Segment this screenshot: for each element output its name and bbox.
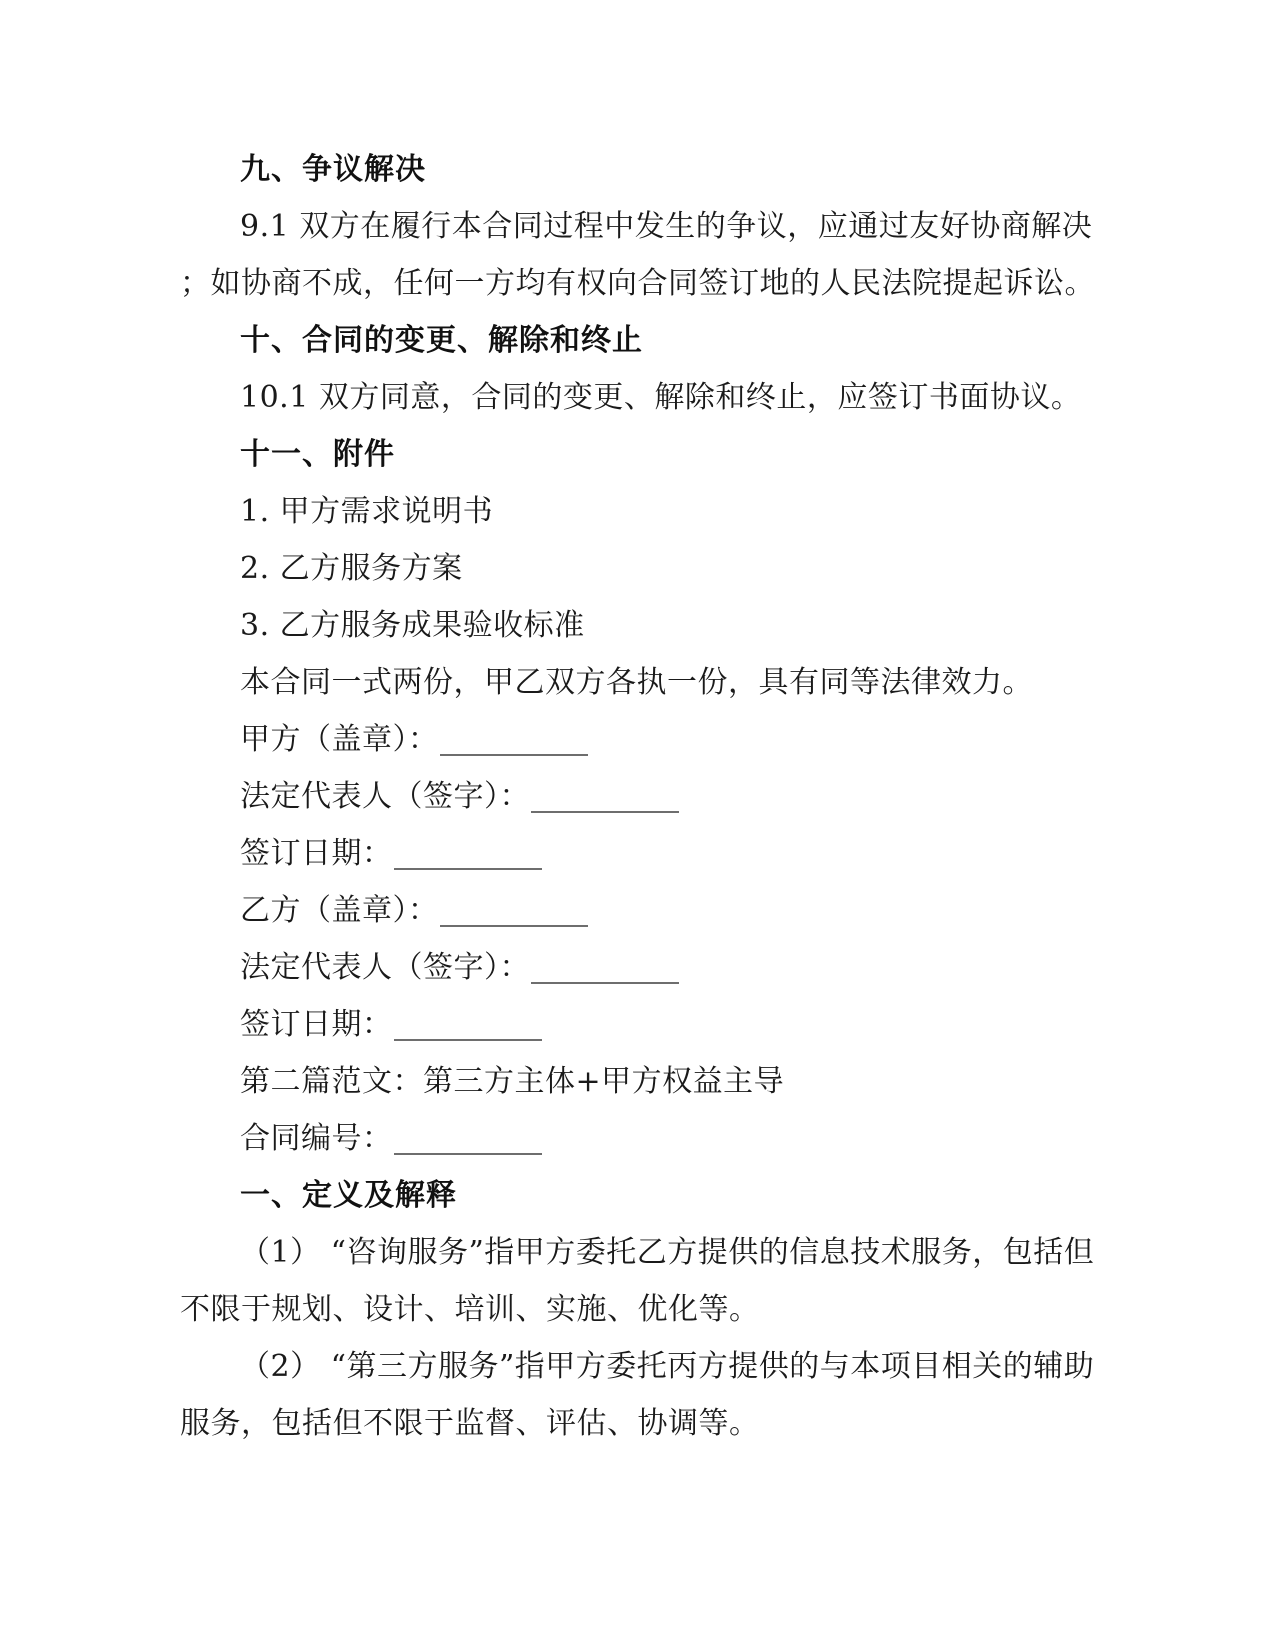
- para-counterparts: 本合同一式两份，甲乙双方各执一份，具有同等法律效力。: [240, 665, 1033, 700]
- para-definition-2-line-2: 服务，包括但不限于监督、评估、协调等。: [180, 1406, 760, 1441]
- attachment-item-2: 2. 乙方服务方案: [240, 551, 463, 586]
- field-party-b-seal-label: 乙方（盖章）：: [240, 893, 439, 928]
- party-a-seal-blank: [440, 721, 588, 756]
- field-party-b-representative-label: 法定代表人（签字）：: [240, 950, 530, 985]
- attachment-item-1: 1. 甲方需求说明书: [240, 494, 494, 529]
- field-party-a-representative-label: 法定代表人（签字）：: [240, 779, 530, 814]
- para-definition-1-line-2: 不限于规划、设计、培训、实施、优化等。: [180, 1292, 760, 1327]
- field-party-b-seal: [180, 882, 1095, 939]
- para-second-template-title: 第二篇范文：第三方主体+甲方权益主导: [240, 1064, 785, 1099]
- field-party-a-sign-date-label: 签订日期：: [240, 836, 393, 871]
- field-party-a-representative: [180, 768, 1095, 825]
- heading-attachments: 十一、附件: [240, 437, 395, 472]
- heading-definitions: 一、定义及解释: [240, 1178, 457, 1213]
- para-9-1-line-1: 9.1 双方在履行本合同过程中发生的争议，应通过友好协商解决: [240, 209, 1093, 244]
- field-contract-number: [180, 1110, 1095, 1167]
- heading-dispute-resolution: 九、争议解决: [240, 152, 426, 187]
- party-b-representative-blank: [531, 949, 679, 984]
- para-definition-2-line-1: （2） “第三方服务”指甲方委托丙方提供的与本项目相关的辅助: [240, 1349, 1095, 1384]
- party-a-sign-date-blank: [394, 835, 542, 870]
- field-party-b-sign-date: [180, 996, 1095, 1053]
- contract-number-blank: [394, 1120, 542, 1155]
- field-party-b-representative: [180, 939, 1095, 996]
- party-a-representative-blank: [531, 778, 679, 813]
- field-contract-number-label: 合同编号：: [240, 1121, 393, 1156]
- party-b-sign-date-blank: [394, 1006, 542, 1041]
- field-party-b-sign-date-label: 签订日期：: [240, 1007, 393, 1042]
- field-party-a-sign-date: [180, 825, 1095, 882]
- heading-modification-termination: 十、合同的变更、解除和终止: [240, 323, 643, 358]
- para-definition-1-line-1: （1） “咨询服务”指甲方委托乙方提供的信息技术服务，包括但: [240, 1235, 1095, 1270]
- field-party-a-seal: [180, 711, 1095, 768]
- attachment-item-3: 3. 乙方服务成果验收标准: [240, 608, 585, 643]
- contract-body: [180, 141, 1095, 1452]
- party-b-seal-blank: [440, 892, 588, 927]
- para-9-1-line-2: ；如协商不成，任何一方均有权向合同签订地的人民法院提起诉讼。: [180, 266, 1095, 301]
- field-party-a-seal-label: 甲方（盖章）：: [240, 722, 439, 757]
- para-10-1: 10.1 双方同意，合同的变更、解除和终止，应签订书面协议。: [240, 380, 1082, 415]
